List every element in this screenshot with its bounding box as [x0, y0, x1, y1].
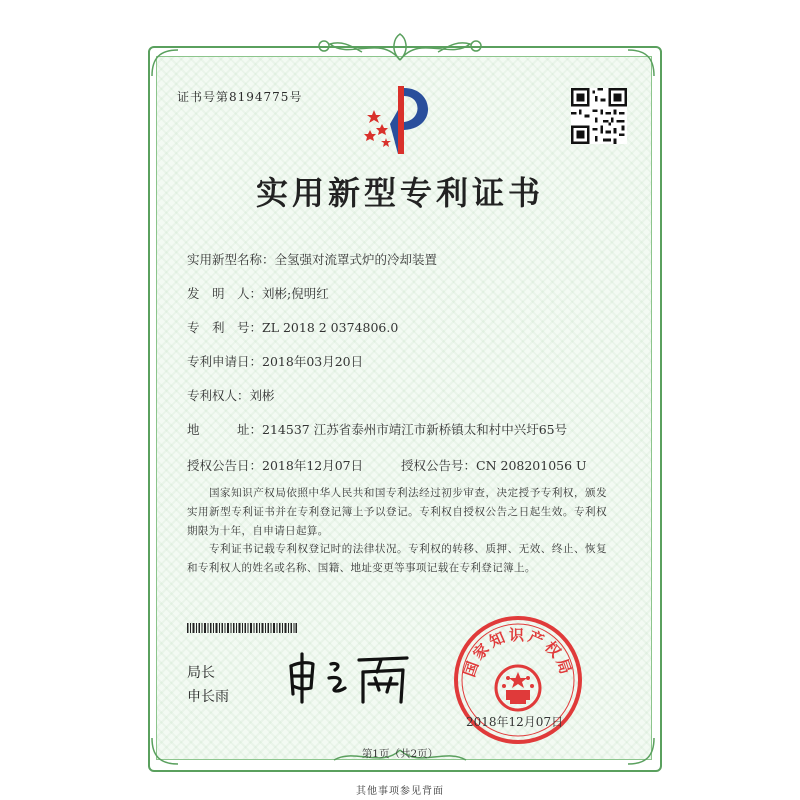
legal-status-paragraph: 专利证书记载专利权登记时的法律状况。专利权的转移、质押、无效、终止、恢复和专利权人的姓名或名称、国籍、地址变更等事项记载在专利登记簿上。 — [187, 543, 607, 574]
director-title: 局长 — [187, 665, 215, 681]
utility-name-label: 实用新型名称： — [187, 252, 275, 267]
patentee-value: 刘彬 — [249, 388, 275, 403]
filing-date-value: 2018年03月20日 — [262, 354, 364, 369]
inventor-value: 刘彬;倪明红 — [262, 286, 329, 301]
certificate-title: 实用新型专利证书 — [255, 174, 544, 212]
seal-date: 2018年12月07日 — [466, 715, 564, 729]
director-name: 申长雨 — [187, 689, 229, 705]
patentee-row — [187, 386, 275, 404]
patent-office-logo-icon — [360, 80, 440, 160]
grant-pub-date-value: 2018年12月07日 — [262, 458, 364, 473]
qr-code-icon — [571, 88, 627, 144]
barcode-icon — [187, 623, 297, 633]
patent-number-row — [187, 318, 398, 336]
grant-statement-paragraph: 国家知识产权局依照中华人民共和国专利法经过初步审查，决定授予专利权，颁发实用新型专利证书并在专利登记簿上予以登记。专利权自授权公告之日起生效。专利权期限为十年，自申请日起算。 — [187, 487, 607, 537]
address-value: 214537 江苏省泰州市靖江市新桥镇太和村中兴圩65号 — [262, 422, 568, 437]
grant-pub-number-value: CN 208201056 U — [476, 458, 587, 473]
grant-pub-number-label: 授权公告号： — [401, 458, 477, 473]
utility-name-value: 全氢强对流罩式炉的冷却装置 — [274, 252, 438, 267]
patentee-label: 专利权人： — [187, 388, 250, 403]
patent-number-value: ZL 2018 2 0374806.0 — [262, 320, 399, 335]
footer-note: 其他事项参见背面 — [356, 786, 444, 797]
corner-ornament-tr — [626, 48, 656, 78]
national-emblem-icon — [496, 666, 540, 710]
address-row — [187, 420, 567, 438]
director-signature — [283, 648, 413, 704]
grant-pub-number-row — [401, 456, 587, 474]
grant-pub-date-label: 授权公告日： — [187, 458, 263, 473]
address-label: 地 址： — [187, 422, 263, 437]
director-block — [187, 661, 229, 709]
seal-text: 国家知识产权局 — [460, 626, 576, 680]
grant-pub-date-row — [187, 456, 363, 474]
filing-date-label: 专利申请日： — [187, 354, 263, 369]
page-number: 第1页（共2页） — [361, 748, 439, 760]
certificate-number: 证书号第8194775号 — [177, 90, 303, 104]
filing-date-row — [187, 352, 363, 370]
inventor-label: 发 明 人： — [187, 286, 263, 301]
corner-ornament-tl — [150, 48, 180, 78]
patent-number-label: 专 利 号： — [187, 320, 263, 335]
utility-name-row — [187, 250, 437, 268]
inventor-row — [187, 284, 329, 302]
top-ornament — [310, 30, 490, 64]
